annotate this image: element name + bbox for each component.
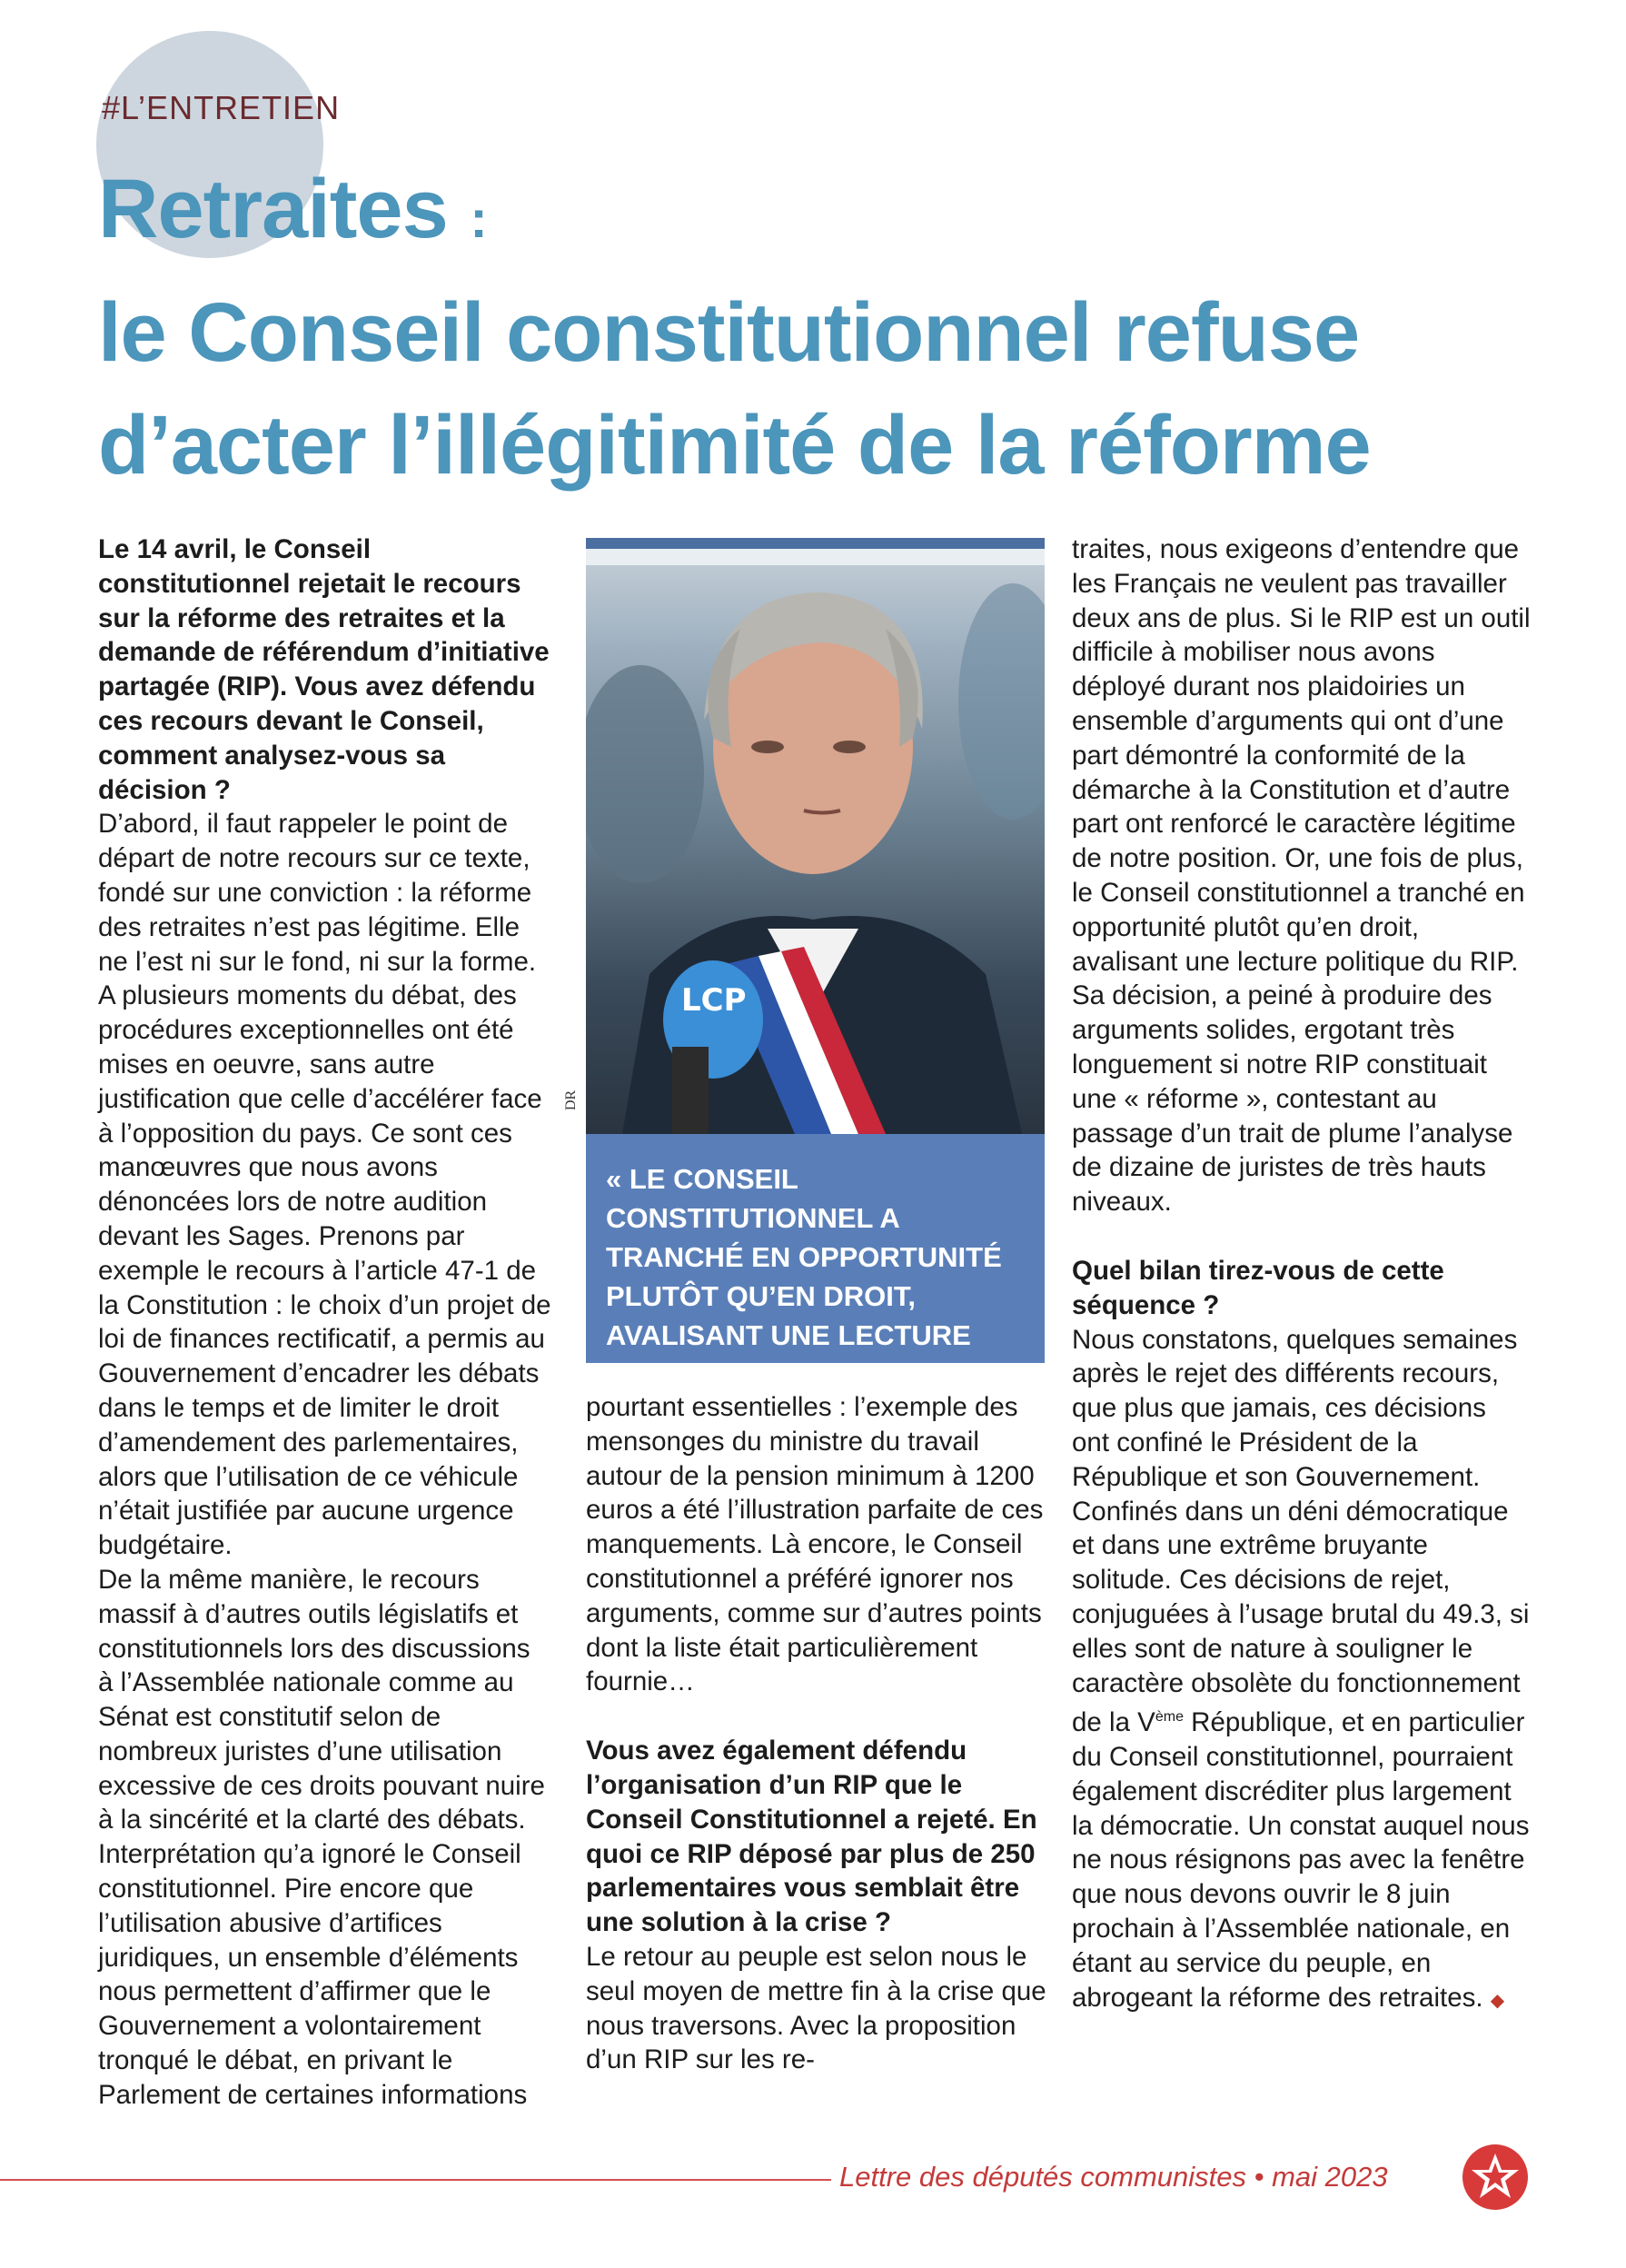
superscript-eme: ème — [1155, 1709, 1184, 1726]
answer-2-continued: traites, nous exigeons d’entendre que les Français ne veulent pas travailler deux ans de plus. Si le RIP est un outil difficile à mobiliser nous avons déployé durant nos plaidoiries un ensemble d’arguments qui ont d’une part démontré la conformité de la démarche à la Constitution et d’autre part ont renforcé le caractère légitime de notre position. Or, une fois de plus, le Conseil constitutionnel a tranché en opportunité plutôt qu’en droit, avalisant une lecture politique du RIP. Sa décision, a peiné à produire des arguments solides, ergotant très longuement si notre RIP constituait une « réforme », contestant au passage d’un trait de plume l’analyse de dizaine de juristes de très hauts niveaux. — [1072, 534, 1531, 1218]
column-3 — [1072, 532, 1531, 2018]
title-line-2: le Conseil constitutionnel refuse — [98, 286, 1360, 379]
answer-1-continued: pourtant essentielles : l’exemple des mensonges du ministre du travail autour de la pension minimum à 1200 euros a été l’illustration parfaite de ces manquements. Là encore, le Conseil constitutionnel a préféré ignorer nos arguments, comme sur d’autres points dont la liste était particulièrement fournie… — [586, 1392, 1044, 1697]
column-1 — [98, 532, 552, 2113]
answer-1-paragraph-2: De la même manière, le recours massif à d’autres outils législatifs et constitutionnels lors des discussions à l’Assemblée nationale comme au Sénat est constitutif selon de nombreux juristes d’une utilisation excessive de ces droits pouvant nuire à la sincérité et la clarté des débats. Interprétation qu’a ignoré le Conseil constitutionnel. Pire encore que l’utilisation abusive d’artifices juridiques, un ensemble d’éléments nous permettent d’affirmer que le Gouvernement a volontairement tronqué le débat, en privant le Parlement de certaines informations — [98, 1564, 545, 2110]
interviewee-photo — [586, 538, 1045, 1134]
answer-3-text-a: Nous constatons, quelques semaines après le rejet des différents recours, que plus que jamais, ces décisions ont confiné le Président de la République et son Gouvernement. Confinés dans un déni démocratique et dans une extrême bruyante solitude. Ces décisions de rejet, conjuguées à l’usage brutal du 49.3, si elles sont de nature à souligner le caractère obsolète du fonctionnement de la V — [1072, 1324, 1530, 1738]
footer-rule — [0, 2179, 831, 2181]
section-tag: #L’ENTRETIEN — [102, 89, 341, 126]
column-2 — [586, 1390, 1049, 2077]
answer-3-text-b: République, et en particulier du Conseil constitutionnel, pourraient également discréditer plus largement la démocratie. Un constat auquel nous ne nous résignons pas avec la fenêtre que nous devons ouvrir le 8 juin prochain à l’Assemblée nationale, en étant au service du peuple, en abrogeant la réforme des retraites. — [1072, 1707, 1530, 2013]
svg-text:LCP: LCP — [681, 982, 747, 1019]
pull-quote-box — [586, 1134, 1045, 1390]
question-2: Vous avez également défendu l’organisation d’un RIP que le Conseil Constitutionnel a rejeté. En quoi ce RIP déposé par plus de 250 parlementaires vous semblait être une solution à la crise ? — [586, 1736, 1037, 1938]
title-line-3: d’acter l’illégitimité de la réforme — [98, 399, 1371, 492]
answer-3-paragraph — [1072, 1323, 1531, 2019]
article-title — [98, 153, 1570, 502]
footer-publication: Lettre des députés communistes • mai 2023 — [839, 2161, 1388, 2193]
pull-quote: « LE CONSEIL CONSTITUTIONNEL A TRANCHÉ EN OPPORTUNITÉ PLUTÔT QU’EN DROIT, AVALISANT UNE LECTURE POLITIQUE DU RIP. » — [606, 1163, 1002, 1390]
answer-2-paragraph-1: Le retour au peuple est selon nous le seul moyen de mettre fin à la crise que nous traversons. Avec la proposition d’un RIP sur les re- — [586, 1941, 1046, 2075]
photo-illustration — [586, 538, 1045, 1134]
star-logo-icon — [1461, 2143, 1530, 2212]
title-colon: : — [470, 190, 487, 249]
title-word: Retraites — [98, 163, 448, 255]
photo-credit: DR — [563, 1089, 579, 1110]
answer-1-paragraph-1: D’abord, il faut rappeler le point de départ de notre recours sur ce texte, fondé sur une conviction : la réforme des retraites n’est pas légitime. Elle ne l’est ni sur le fond, ni sur la forme. A plusieurs moments du débat, des procédures exceptionnelles ont été mises en oeuvre, sans autre justification que celle d’accélérer face à l’opposition du pays. Ce sont ces manœuvres que nous avons dénoncées lors de notre audition devant les Sages. Prenons par exemple le recours à l’article 47-1 de la Constitution : le choix d’un projet de loi de finances rectificatif, a permis au Gouvernement d’encadrer les débats dans le temps et de limiter le droit d’amendement des parlementaires, alors que l’utilisation de ce véhicule n’était justifiée par aucune urgence budgétaire. — [98, 809, 551, 1561]
question-1: Le 14 avril, le Conseil constitutionnel rejetait le recours sur la réforme des retraites et la demande de référendum d’initiative partagée (RIP). Vous avez défendu ces recours devant le Conseil, comment analysez-vous sa décision ? — [98, 534, 550, 805]
question-3: Quel bilan tirez-vous de cette séquence ? — [1072, 1255, 1444, 1320]
end-diamond-icon: ◆ — [1490, 1990, 1505, 2011]
